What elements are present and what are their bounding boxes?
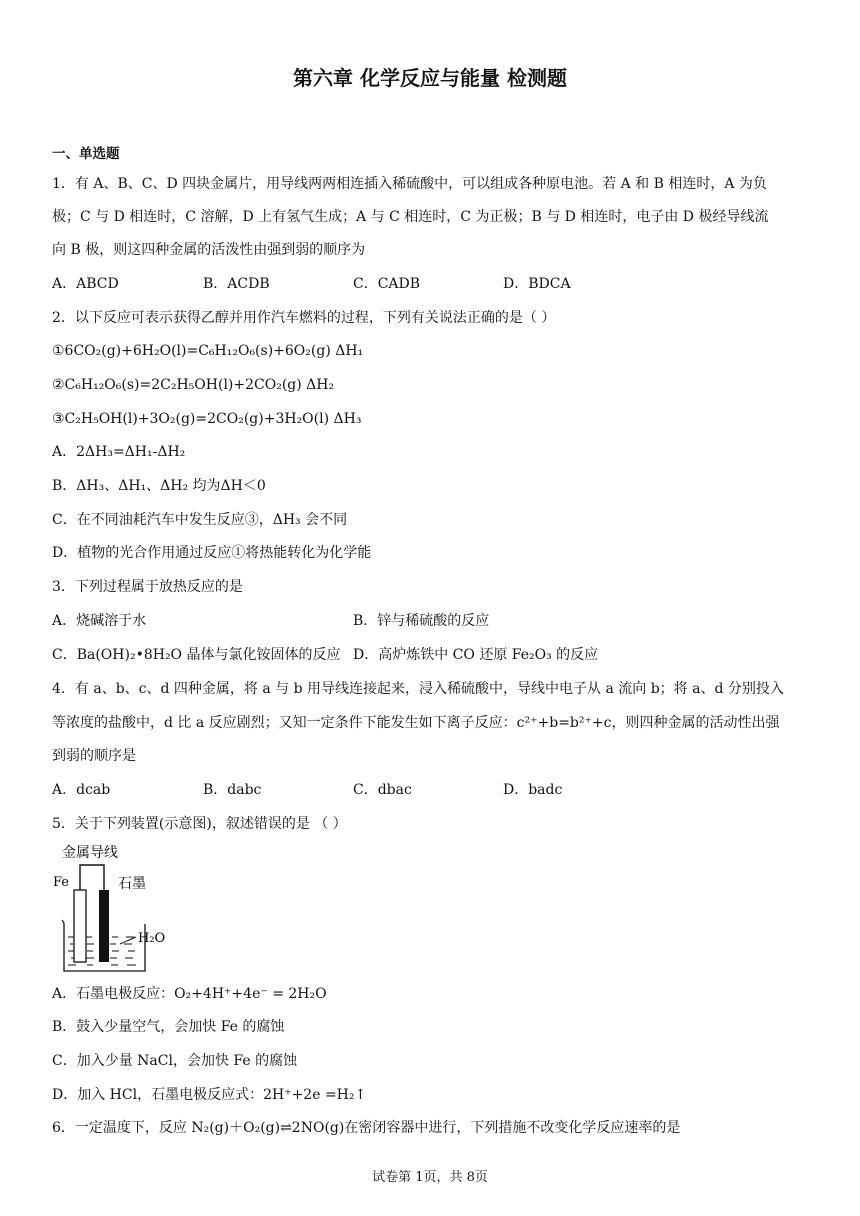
q2-option-a: A．2ΔH₃=ΔH₁-ΔH₂ xyxy=(52,444,186,460)
q3-option-b: B．锌与稀硫酸的反应 xyxy=(353,613,490,629)
fe-electrode-icon xyxy=(74,890,86,962)
q2-option-d: D．植物的光合作用通过反应①将热能转化为化学能 xyxy=(52,545,372,561)
q1-option-a: A．ABCD xyxy=(52,276,119,292)
q4-option-b: B．dabc xyxy=(203,782,262,798)
q2-reaction-3: ③C₂H₅OH(l)+3O₂(g)=2CO₂(g)+3H₂O(l) ΔH₃ xyxy=(52,411,362,427)
q3-option-c: C．Ba(OH)₂•8H₂O 晶体与氯化铵固体的反应 xyxy=(52,647,341,663)
q1-option-d: D．BDCA xyxy=(503,276,571,292)
q4-stem-line3: 到弱的顺序是 xyxy=(52,748,136,764)
electrochemical-cell-figure xyxy=(50,838,180,976)
q4-stem-line2: 等浓度的盐酸中，d 比 a 反应剧烈；又知一定条件下能发生如下离子反应：c²⁺+b=b²⁺+c，则四种金属的活动性出强 xyxy=(52,715,780,731)
q1-stem-line3: 向 B 极，则这四种金属的活泼性由强到弱的顺序为 xyxy=(52,242,366,258)
q1-option-c: C．CADB xyxy=(353,276,421,292)
q4-stem-line1: 4．有 a、b、c、d 四种金属，将 a 与 b 用导线连接起来，浸入稀硫酸中，导线中电子从 a 流向 b；将 a、d 分别投入 xyxy=(52,681,784,697)
section-heading: 一、单选题 xyxy=(52,146,120,162)
q2-reaction-2: ②C₆H₁₂O₆(s)=2C₂H₅OH(l)+2CO₂(g) ΔH₂ xyxy=(52,377,335,393)
q5-option-a: A．石墨电极反应：O₂+4H⁺+4e⁻ = 2H₂O xyxy=(52,986,327,1002)
wire-icon xyxy=(80,865,104,890)
q2-option-b: B．ΔH₃、ΔH₁、ΔH₂ 均为ΔH＜0 xyxy=(52,478,266,494)
q4-option-d: D．badc xyxy=(503,782,563,798)
fig-label-graphite: 石墨 xyxy=(118,876,146,892)
q5-option-d: D．加入 HCl，石墨电极反应式：2H⁺+2e =H₂↑ xyxy=(52,1087,367,1103)
q1-stem-line1: 1．有 A、B、C、D 四块金属片，用导线两两相连插入稀硫酸中，可以组成各种原电池。若 A 和 B 相连时，A 为负 xyxy=(52,176,767,192)
q4-option-c: C．dbac xyxy=(353,782,412,798)
q1-option-b: B．ACDB xyxy=(203,276,270,292)
fig-label-wire: 金属导线 xyxy=(62,845,118,861)
graphite-electrode-icon xyxy=(99,890,109,962)
fig-label-water: H₂O xyxy=(138,931,166,946)
q3-stem: 3．下列过程属于放热反应的是 xyxy=(52,579,243,595)
q2-stem: 2．以下反应可表示获得乙醇并用作汽车燃料的过程，下列有关说法正确的是（ ） xyxy=(52,310,556,326)
fig-label-fe: Fe xyxy=(53,875,70,890)
page-footer: 试卷第 1页，共 8页 xyxy=(372,1170,488,1185)
q1-stem-line2: 极；C 与 D 相连时，C 溶解，D 上有氢气生成；A 与 C 相连时，C 为正极；B 与 D 相连时，电子由 D 极经导线流 xyxy=(52,209,769,225)
q5-option-c: C．加入少量 NaCl，会加快 Fe 的腐蚀 xyxy=(52,1053,298,1069)
page-title: 第六章 化学反应与能量 检测题 xyxy=(293,66,567,90)
q2-option-c: C．在不同油耗汽车中发生反应③，ΔH₃ 会不同 xyxy=(52,512,348,528)
q5-stem: 5．关于下列装置(示意图)，叙述错误的是 （ ） xyxy=(52,816,347,832)
q5-option-b: B．鼓入少量空气，会加快 Fe 的腐蚀 xyxy=(52,1019,285,1035)
q2-reaction-1: ①6CO₂(g)+6H₂O(l)=C₆H₁₂O₆(s)+6O₂(g) ΔH₁ xyxy=(52,343,364,359)
q3-option-a: A．烧碱溶于水 xyxy=(52,613,147,629)
q3-option-d: D．高炉炼铁中 CO 还原 Fe₂O₃ 的反应 xyxy=(353,647,599,663)
q4-option-a: A．dcab xyxy=(52,782,111,798)
q6-stem: 6．一定温度下，反应 N₂(g)＋O₂(g)⇌2NO(g)在密闭容器中进行，下列措施不改变化学反应速率的是 xyxy=(52,1120,681,1136)
